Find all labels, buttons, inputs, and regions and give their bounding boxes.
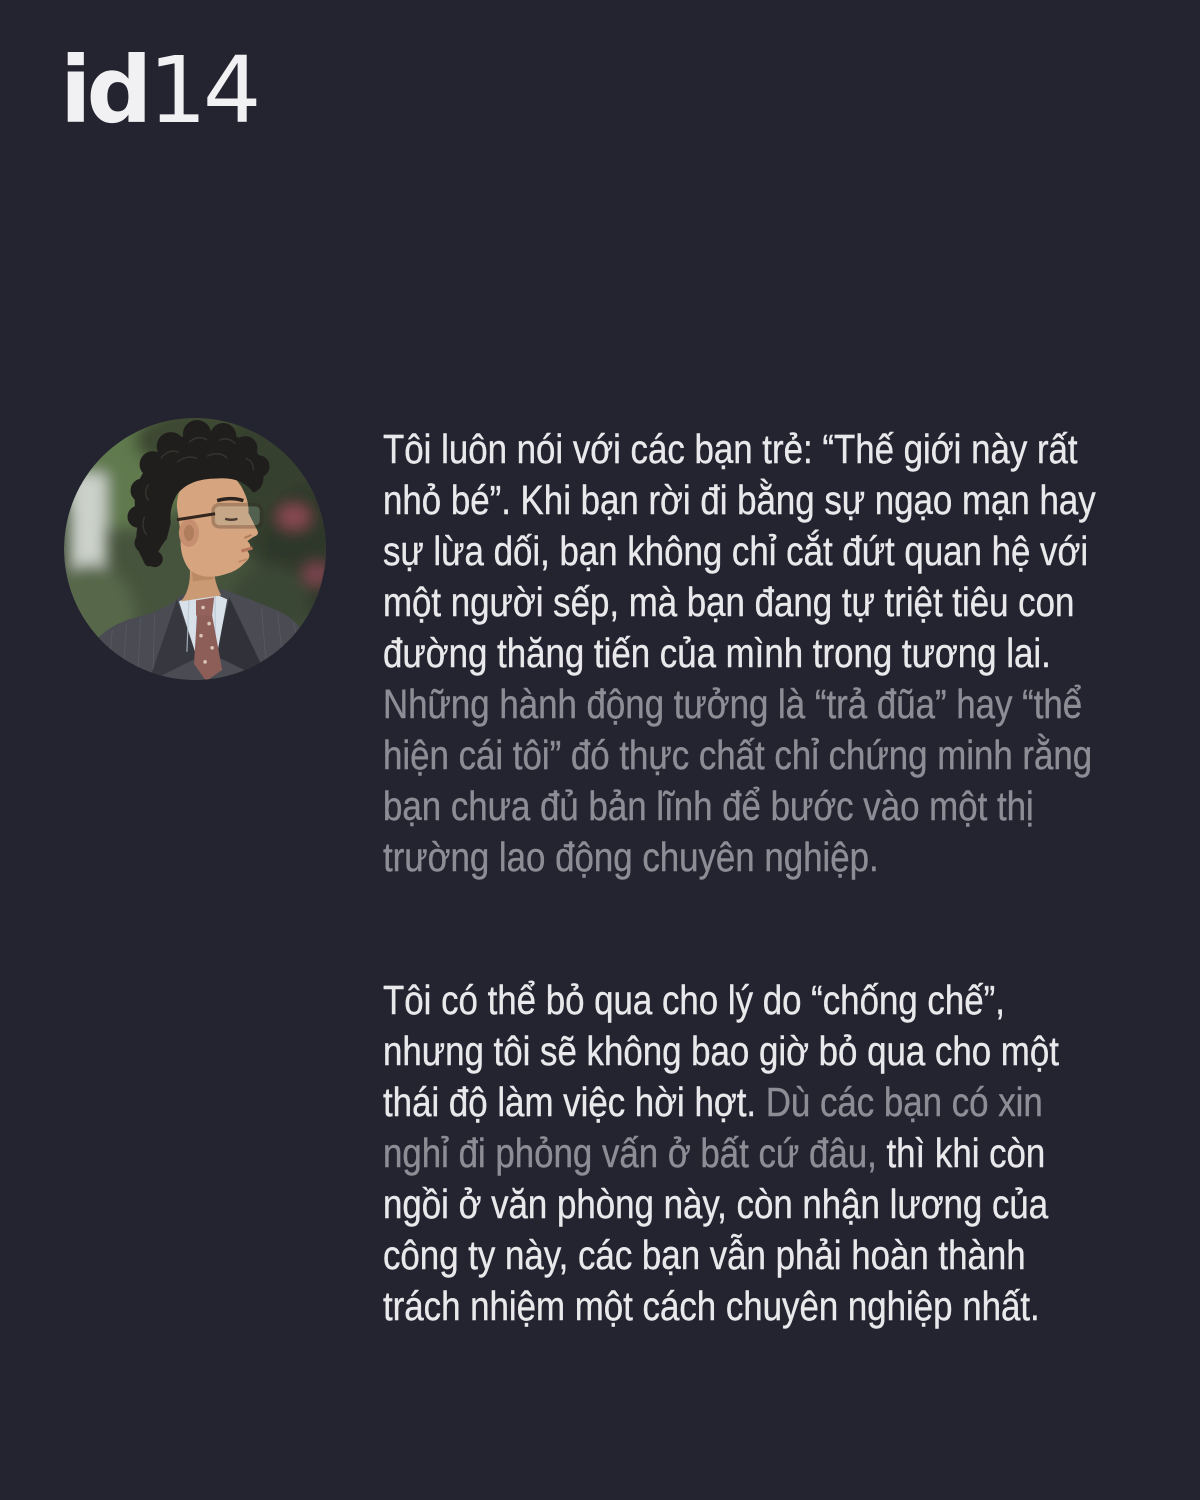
quote-segment-muted: Dù các bạn có xin nghỉ đi phỏng vấn ở bất cứ đâu,: [383, 1079, 1043, 1176]
quote-segment: Tôi có thể bỏ qua cho lý do “chống chế”, nhưng tôi sẽ không bao giờ bỏ qua cho một thái độ làm việc hời hợt.: [383, 977, 1059, 1125]
quote-text-block: [383, 424, 1099, 1332]
avatar: [64, 418, 326, 680]
brand-logo-bold: id: [60, 37, 148, 144]
quote-paragraph-2: [383, 975, 1099, 1332]
avatar-portrait-illustration: [64, 418, 326, 680]
brand-logo-thin: 14: [148, 37, 258, 144]
brand-logo: [60, 37, 258, 144]
quote-segment: Tôi luôn nói với các bạn trẻ: “Thế giới này rất nhỏ bé”. Khi bạn rời đi bằng sự ngạo mạn hay sự lừa dối, bạn không chỉ cắt đứt quan hệ với một người sếp, mà bạn đang tự triệt tiêu con đường thăng tiến của mình trong tương lai.: [383, 426, 1096, 676]
quote-segment: thì khi còn ngồi ở văn phòng này, còn nhận lương của công ty này, các bạn vẫn phải hoàn thành trách nhiệm một cách chuyên nghiệp nhất.: [383, 1130, 1049, 1329]
quote-segment-muted: Những hành động tưởng là “trả đũa” hay “thể hiện cái tôi” đó thực chất chỉ chứng minh rằng bạn chưa đủ bản lĩnh để bước vào một thị trường lao động chuyên nghiệp.: [383, 681, 1093, 880]
quote-paragraph-1: [383, 424, 1099, 883]
